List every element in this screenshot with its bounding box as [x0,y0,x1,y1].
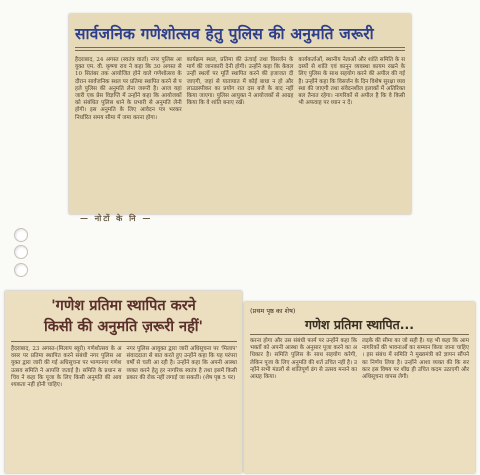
article-column: लड़के की सीमा का जो सही है। यह भी कहा कि आम नागरिकों की भावनाओं का सम्मान किया जाना चाहिए। इस संबंध में समिति ने मुख्यमंत्री को ज्ञापन सौंपने का निर्णय लिया है। उन्होंने आशा व्यक्त की कि सरकार इस विषय पर शीघ्र ही उचित कदम उठाएगी और अधिसूचना वापस लेगी। [362,338,469,381]
article-column: करना होगा और उस संबंधी फार्म पर उन्होंने कहा कि भक्तों को अपनी आस्था के अनुसार पूजा करने का अधिकार है। समिति पुलिस के साथ सहयोग करेगी, लेकिन पूजा के लिए अनुमति की शर्त उचित नहीं है। उन्होंने सभी मंडलों से शांतिपूर्ण ढंग से उत्सव मनाने का आग्रह किया। [250,338,357,381]
article-column: कार्यकर्ताओं, स्थानीय नेताओं और शांति समिति के सदस्यों से शांति एवं कानून व्यवस्था कायम रखने के लिए पुलिस के साथ सहयोग करने की अपील की गई है। उन्होंने कहा कि विसर्जन के दिन विशेष सुरक्षा व्यवस्था की जाएगी तथा संवेदनशील इलाकों में अतिरिक्त बल तैनात रहेगा। नागरिकों से अपील है कि वे किसी भी अफवाह पर ध्यान न दें। [298,57,406,107]
continued-label: (प्रथम पृष्ठ का शेष) [250,307,296,315]
article-column: कार्यक्रम स्थल, प्रतिमा की ऊंचाई तथा विसर्जन के मार्ग की जानकारी देनी होगी। उन्होंने कहा कि केवल उन्हीं स्थलों पर मूर्ति स्थापित करने की इजाजत दी जाएगी, जहां से यातायात में कोई बाधा न हो और लाउडस्पीकर का प्रयोग रात दस बजे के बाद नहीं किया जाएगा। पुलिस आयुक्त ने आयोजकों से आग्रह किया कि वे शांति बनाए रखें। [186,57,294,107]
article-column: हैदराबाद, 23 अगस्त-(मिलाप ब्यूरो) गणेशोत्सव के अवसर पर प्रतिमा स्थापित करने संबंधी नगर पुलिस आयुक्त द्वारा जारी की गई अधिसूचना पर भाग्यनगर गणेश उत्सव समिति ने आपत्ति जताई है। समिति के प्रधान सचिव ने कहा कि पूजा के लिए किसी अनुमति की आवश्यकता नहीं होनी चाहिए। [11,346,122,389]
headline-rule [250,334,469,335]
punch-holes [14,228,28,278]
headline-rule [75,47,405,48]
clipping-fold-strip [80,206,410,223]
news-clipping-police-permission [69,14,411,214]
news-clipping-continuation [244,302,475,473]
article-column: हैदराबाद, 24 अगस्त (स्वतंत्र वार्ता) नगर पुलिस आयुक्त एम. वी. कृष्णा राव ने कहा कि 30 अगस्त से 10 सितंबर तक आयोजित होने वाले गणेशोत्सव के दौरान सार्वजनिक स्थल पर प्रतिमा स्थापित करने से पहले पुलिस की अनुमति लेना जरूरी है। आज यहां जारी एक प्रेस विज्ञप्ति में उन्होंने कहा कि आयोजकों को संबंधित पुलिस थाने के प्रभारी से अनुमति लेनी होगी। इस अनुमति के लिए आवेदन पत्र भरकर निर्धारित समय सीमा में जमा करना होगा। [75,57,182,121]
clipping-headline-line1: 'गणेश प्रतिमा स्थापित करने [51,298,196,314]
headline-rule [11,341,237,342]
clipping-headline: सार्वजनिक गणेशोत्सव हेतु पुलिस की अनुमति जरूरी [75,25,374,43]
clipping-headline-line2: किसी की अनुमति ज़रूरी नहीं' [43,319,203,335]
punch-hole [14,263,28,277]
fold-text: — नोटों के नि — [80,213,153,223]
article-columns [75,57,405,207]
article-columns [250,338,469,468]
article-column: नगर पुलिस आयुक्त द्वारा जारी अधिसूचना पर 'मिलाप' संवाददाता से बात करते हुए उन्होंने कहा कि यह परंपरा वर्षों से चली आ रही है। उन्होंने कहा कि अपनी आस्था व्यक्त करने हेतु हर नागरिक स्वतंत्र है तथा इसमें किसी प्रकार की रोक नहीं लगाई जा सकती। (शेष पृष्ठ 5 पर) [126,346,237,381]
punch-hole [14,228,28,242]
punch-hole [14,245,28,259]
news-clipping-no-permission [5,291,242,473]
article-columns [11,346,237,468]
clipping-headline: गणेश प्रतिमा स्थापित... [304,317,414,332]
headline-rule [75,50,405,51]
